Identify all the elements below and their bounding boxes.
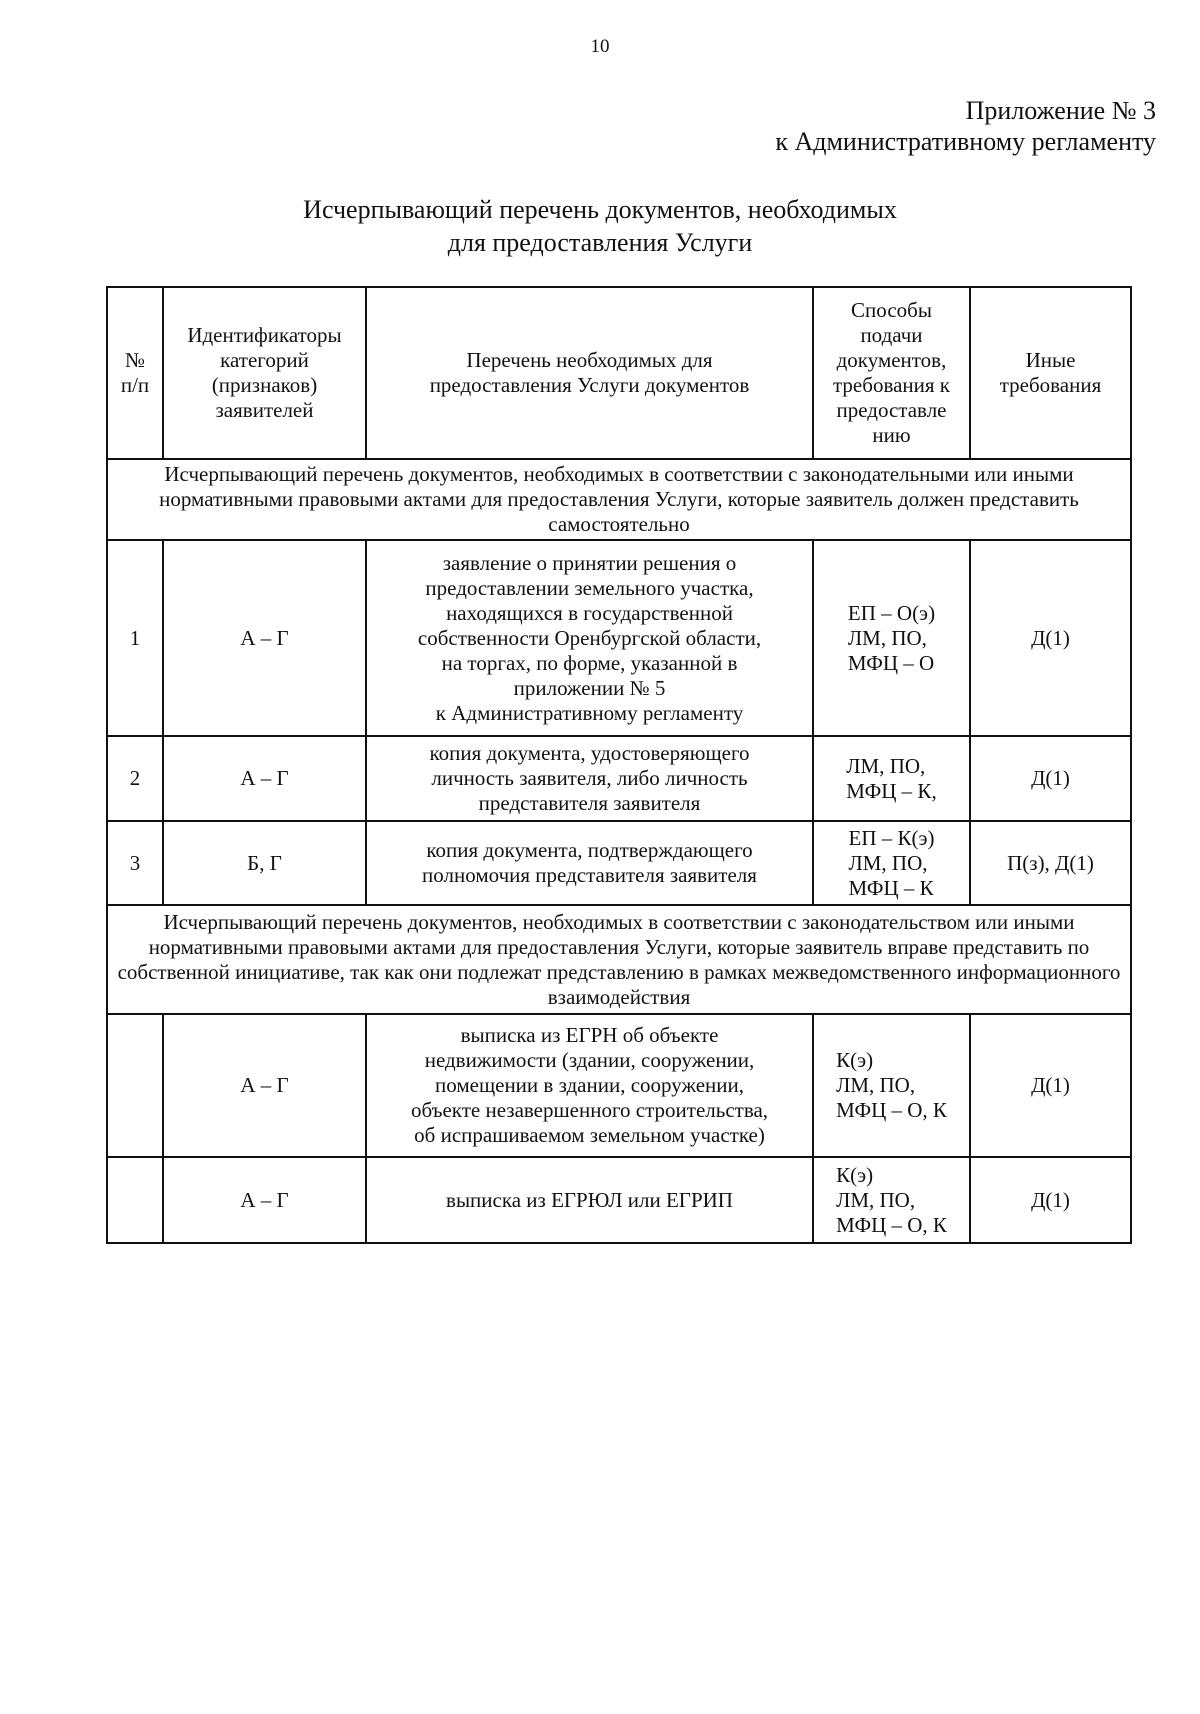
- header-documents: Перечень необходимых для предоставления Услуги документов: [366, 287, 813, 459]
- section-header-row: [107, 459, 1131, 540]
- submission-method-cell: [813, 736, 970, 821]
- other-requirements-cell: Д(1): [970, 540, 1131, 736]
- applicant-category-cell: Б, Г: [163, 821, 366, 905]
- applicant-category-cell: А – Г: [163, 736, 366, 821]
- other-requirements-cell: П(з), Д(1): [970, 821, 1131, 905]
- appendix-caption: [775, 95, 1156, 157]
- other-requirements-cell: Д(1): [970, 736, 1131, 821]
- table-row: [107, 736, 1131, 821]
- other-requirements-cell: Д(1): [970, 1014, 1131, 1157]
- row-number-cell: [107, 1157, 163, 1243]
- row-number-cell: 3: [107, 821, 163, 905]
- applicant-category-cell: А – Г: [163, 1014, 366, 1157]
- document-cell: заявление о принятии решения о предоставлении земельного участка, находящихся в государственной собственности Оренбургской области, на торгах, по форме, указанной в приложении № 5 к Административному регламенту: [366, 540, 813, 736]
- document-cell: выписка из ЕГРН об объекте недвижимости (здании, сооружении, помещении в здании, сооружении, объекте незавершенного строительства, об испрашиваемом земельном участке): [366, 1014, 813, 1157]
- header-methods: Способы подачи документов, требования к предоставле нию: [813, 287, 970, 459]
- table-row: [107, 1014, 1131, 1157]
- row-number-cell: 2: [107, 736, 163, 821]
- applicant-category-cell: А – Г: [163, 540, 366, 736]
- header-other-requirements: Иные требования: [970, 287, 1131, 459]
- table-header-row: [107, 287, 1131, 459]
- submission-method-text: ЛМ, ПО, МФЦ – К,: [846, 753, 937, 803]
- applicant-category-cell: А – Г: [163, 1157, 366, 1243]
- submission-method-text: К(э) ЛМ, ПО, МФЦ – О, К: [836, 1162, 947, 1237]
- page-number: 10: [590, 36, 610, 57]
- submission-method-cell: [813, 1014, 970, 1157]
- submission-method-cell: [813, 540, 970, 736]
- row-number-cell: 1: [107, 540, 163, 736]
- table-row: [107, 540, 1131, 736]
- document-title-line-1: Исчерпывающий перечень документов, необходимых: [303, 195, 897, 224]
- section-header-row: [107, 905, 1131, 1014]
- document-cell: выписка из ЕГРЮЛ или ЕГРИП: [366, 1157, 813, 1243]
- header-identifiers: Идентификаторы категорий (признаков) заявителей: [163, 287, 366, 459]
- table-row: [107, 1157, 1131, 1243]
- documents-table: [106, 286, 1132, 1244]
- submission-method-text: ЕП – О(э) ЛМ, ПО, МФЦ – О: [847, 600, 936, 675]
- appendix-line-1: Приложение № 3: [965, 96, 1156, 125]
- submission-method-cell: [813, 821, 970, 905]
- document-title-line-2: для предоставления Услуги: [447, 228, 753, 257]
- document-cell: копия документа, подтверждающего полномочия представителя заявителя: [366, 821, 813, 905]
- submission-method-cell: [813, 1157, 970, 1243]
- appendix-line-2: к Административному регламенту: [775, 127, 1156, 156]
- row-number-cell: [107, 1014, 163, 1157]
- other-requirements-cell: Д(1): [970, 1157, 1131, 1243]
- document-cell: копия документа, удостоверяющего личность заявителя, либо личность представителя заявителя: [366, 736, 813, 821]
- document-title: [0, 193, 1200, 259]
- table-row: [107, 821, 1131, 905]
- submission-method-text: ЕП – К(э) ЛМ, ПО, МФЦ – К: [848, 825, 935, 900]
- header-number: № п/п: [107, 287, 163, 459]
- section-title: Исчерпывающий перечень документов, необходимых в соответствии с законодательством или иными нормативными правовыми актами для предоставления Услуги, которые заявитель вправе представить по собственной инициативе, так как они подлежат представлению в рамках межведомственного информационного взаимодействия: [107, 905, 1131, 1014]
- section-title: Исчерпывающий перечень документов, необходимых в соответствии с законодательными или иными нормативными правовыми актами для предоставления Услуги, которые заявитель должен представить самостоятельно: [107, 459, 1131, 540]
- submission-method-text: К(э) ЛМ, ПО, МФЦ – О, К: [836, 1048, 947, 1122]
